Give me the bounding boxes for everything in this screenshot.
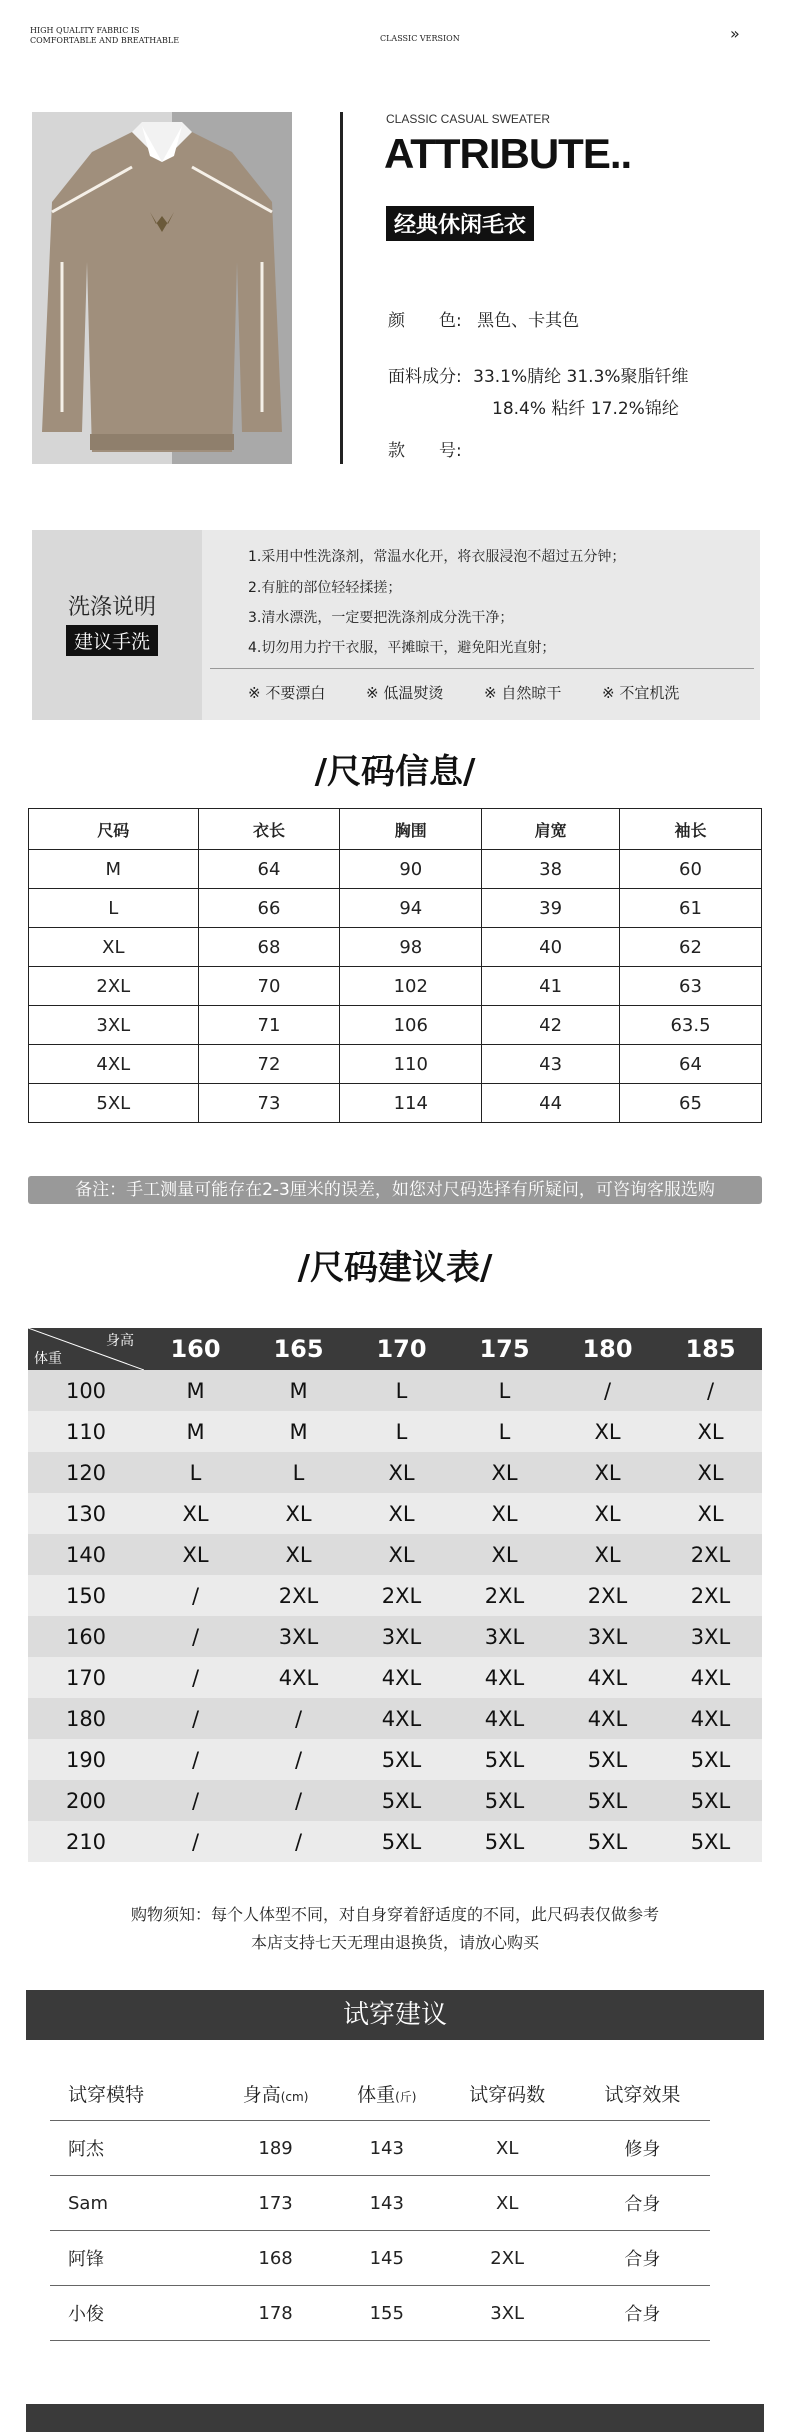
- table-cell: /: [144, 1780, 247, 1821]
- table-cell: 2XL: [29, 967, 199, 1006]
- table-cell: 2XL: [556, 1575, 659, 1616]
- table-cell: 94: [340, 889, 482, 928]
- table-cell: XL: [556, 1493, 659, 1534]
- size-rec-table: [28, 1328, 762, 1862]
- size-info-table: [28, 808, 762, 1123]
- divider-line: [340, 112, 343, 464]
- table-header-row: [29, 809, 762, 850]
- table-cell: XL: [440, 2176, 575, 2231]
- table-cell: 180: [28, 1698, 144, 1739]
- table-row: [28, 1493, 762, 1534]
- table-header-cell: 165: [247, 1328, 350, 1370]
- weight-unit: (斤): [395, 2089, 417, 2104]
- table-cell: XL: [556, 1534, 659, 1575]
- spec-fabric-line1: 33.1%腈纶 31.3%聚脂钎维: [473, 367, 689, 387]
- table-cell: XL: [247, 1493, 350, 1534]
- table-cell: L: [453, 1411, 556, 1452]
- table-cell: 5XL: [29, 1084, 199, 1123]
- table-cell: 200: [28, 1780, 144, 1821]
- height-label: 身高: [242, 2083, 281, 2106]
- table-cell: 90: [340, 850, 482, 889]
- table-cell: 3XL: [440, 2286, 575, 2341]
- table-header-cell: 袖长: [620, 809, 762, 850]
- table-cell: XL: [350, 1534, 453, 1575]
- table-cell: 2XL: [350, 1575, 453, 1616]
- table-row: [29, 1045, 762, 1084]
- table-cell: 60: [620, 850, 762, 889]
- spec-fabric-line2: 18.4% 粘纤 17.2%锦纶: [492, 399, 679, 419]
- table-cell: 4XL: [453, 1698, 556, 1739]
- table-cell: 4XL: [659, 1698, 762, 1739]
- table-cell: 2XL: [247, 1575, 350, 1616]
- table-cell: 62: [620, 928, 762, 967]
- spec-style-label: 款 号:: [388, 441, 462, 461]
- table-cell: 5XL: [659, 1821, 762, 1862]
- table-cell: 100: [28, 1370, 144, 1411]
- table-row: [28, 1616, 762, 1657]
- table-cell: XL: [659, 1411, 762, 1452]
- table-row: [29, 967, 762, 1006]
- table-cell: 63: [620, 967, 762, 1006]
- table-cell: 150: [28, 1575, 144, 1616]
- table-row: [29, 928, 762, 967]
- table-header-cell: 185: [659, 1328, 762, 1370]
- table-cell: 189: [217, 2121, 334, 2176]
- washing-tag: 建议手洗: [66, 625, 158, 656]
- table-cell: L: [144, 1452, 247, 1493]
- corner-height-label: 身高: [106, 1333, 134, 1349]
- table-cell: 110: [28, 1411, 144, 1452]
- table-cell: 43: [482, 1045, 620, 1084]
- table-header-cell: 160: [144, 1328, 247, 1370]
- table-cell: 42: [482, 1006, 620, 1045]
- table-cell: 合身: [575, 2286, 710, 2341]
- table-cell: 64: [198, 850, 340, 889]
- table-cell: 170: [28, 1657, 144, 1698]
- table-cell: 64: [620, 1045, 762, 1084]
- table-cell: XL: [350, 1493, 453, 1534]
- size-rec-title: /尺码建议表/: [297, 1248, 493, 1288]
- table-header-cell: 试穿码数: [440, 2066, 575, 2121]
- table-header-cell: 175: [453, 1328, 556, 1370]
- table-cell: 210: [28, 1821, 144, 1862]
- table-cell: 106: [340, 1006, 482, 1045]
- table-cell: 5XL: [659, 1780, 762, 1821]
- table-cell: /: [247, 1821, 350, 1862]
- table-header-cell: 试穿效果: [575, 2066, 710, 2121]
- table-cell: 4XL: [350, 1657, 453, 1698]
- table-cell: 120: [28, 1452, 144, 1493]
- table-cell: /: [144, 1739, 247, 1780]
- table-cell: 3XL: [556, 1616, 659, 1657]
- table-cell: 143: [334, 2121, 440, 2176]
- try-on-title: 试穿建议: [26, 1990, 764, 2040]
- table-cell: /: [247, 1698, 350, 1739]
- height-unit: (cm): [280, 2089, 309, 2104]
- table-row: [29, 1084, 762, 1123]
- washing-tip: ※ 不要漂白: [248, 684, 326, 702]
- washing-line: 1.采用中性洗涤剂，常温水化开，将衣服浸泡不超过五分钟；: [248, 549, 626, 565]
- washing-line: 3.清水漂洗，一定要把洗涤剂成分洗干净；: [248, 610, 514, 626]
- table-cell: M: [247, 1411, 350, 1452]
- table-cell: 4XL: [556, 1698, 659, 1739]
- table-cell: 4XL: [659, 1657, 762, 1698]
- size-note: 备注：手工测量可能存在2-3厘米的误差，如您对尺码选择有所疑问，可咨询客服选购: [28, 1176, 762, 1204]
- table-header-cell: 170: [350, 1328, 453, 1370]
- table-cell: 2XL: [453, 1575, 556, 1616]
- table-cell: 63.5: [620, 1006, 762, 1045]
- table-row: [29, 850, 762, 889]
- washing-separator: [210, 668, 754, 669]
- table-cell: 173: [217, 2176, 334, 2231]
- table-cell: 3XL: [659, 1616, 762, 1657]
- table-cell: 114: [340, 1084, 482, 1123]
- table-cell: 68: [198, 928, 340, 967]
- table-cell: 4XL: [350, 1698, 453, 1739]
- washing-line: 4.切勿用力拧干衣服，平摊晾干，避免阳光直射；: [248, 640, 556, 656]
- corner-cell: [28, 1328, 144, 1370]
- table-cell: 65: [620, 1084, 762, 1123]
- table-cell: XL: [144, 1493, 247, 1534]
- double-chevron-right-icon[interactable]: »: [730, 24, 740, 43]
- table-cell: 41: [482, 967, 620, 1006]
- return-policy-note: 本店支持七天无理由退换货，请放心购买: [250, 1933, 539, 1952]
- header-version: CLASSIC VERSION: [380, 34, 460, 43]
- table-cell: XL: [556, 1452, 659, 1493]
- table-row: [28, 1575, 762, 1616]
- table-cell: L: [350, 1370, 453, 1411]
- table-row: [28, 1534, 762, 1575]
- product-photo: [32, 112, 292, 464]
- table-cell: XL: [453, 1493, 556, 1534]
- table-row: [28, 1370, 762, 1411]
- table-cell: Sam: [50, 2176, 217, 2231]
- table-cell: 5XL: [350, 1821, 453, 1862]
- product-subtitle: CLASSIC CASUAL SWEATER: [386, 112, 551, 126]
- table-cell: M: [144, 1411, 247, 1452]
- table-cell: 5XL: [350, 1739, 453, 1780]
- table-cell: 小俊: [50, 2286, 217, 2341]
- table-cell: 合身: [575, 2176, 710, 2231]
- table-cell: 5XL: [453, 1739, 556, 1780]
- size-info-title: /尺码信息/: [314, 752, 476, 792]
- table-cell: 70: [198, 967, 340, 1006]
- table-cell: XL: [350, 1452, 453, 1493]
- washing-line: 2.有脏的部位轻轻揉搓；: [248, 580, 402, 596]
- table-cell: XL: [453, 1534, 556, 1575]
- table-row: [50, 2286, 710, 2341]
- corner-weight-label: 体重: [34, 1351, 62, 1367]
- table-cell: 修身: [575, 2121, 710, 2176]
- table-cell: 71: [198, 1006, 340, 1045]
- table-cell: L: [453, 1370, 556, 1411]
- table-cell: M: [144, 1370, 247, 1411]
- header-tagline-line2: COMFORTABLE AND BREATHABLE: [30, 36, 180, 45]
- table-cell: XL: [29, 928, 199, 967]
- table-row: [50, 2231, 710, 2286]
- table-cell: /: [247, 1780, 350, 1821]
- table-cell: /: [247, 1739, 350, 1780]
- table-row: [29, 1006, 762, 1045]
- try-on-table: [50, 2066, 710, 2341]
- table-cell: 44: [482, 1084, 620, 1123]
- table-cell: 2XL: [659, 1534, 762, 1575]
- table-cell: 阿杰: [50, 2121, 217, 2176]
- table-cell: 140: [28, 1534, 144, 1575]
- table-cell: 98: [340, 928, 482, 967]
- table-cell: 2XL: [440, 2231, 575, 2286]
- washing-title: 洗涤说明: [68, 595, 157, 620]
- table-header-row: [50, 2066, 710, 2121]
- sweater-illustration: [32, 112, 292, 464]
- table-header-cell: [334, 2066, 440, 2121]
- spec-fabric-label: 面料成分:: [388, 367, 462, 387]
- spec-color-label: 颜 色:: [388, 311, 462, 331]
- table-cell: 3XL: [350, 1616, 453, 1657]
- table-cell: 160: [28, 1616, 144, 1657]
- table-cell: L: [350, 1411, 453, 1452]
- table-cell: 72: [198, 1045, 340, 1084]
- table-cell: 阿锋: [50, 2231, 217, 2286]
- table-row: [50, 2121, 710, 2176]
- table-cell: 2XL: [659, 1575, 762, 1616]
- product-cn-title: 经典休闲毛衣: [386, 206, 534, 241]
- table-cell: 145: [334, 2231, 440, 2286]
- table-cell: XL: [659, 1452, 762, 1493]
- shopping-note: 购物须知：每个人体型不同，对自身穿着舒适度的不同，此尺码表仅做参考: [130, 1905, 659, 1924]
- table-row: [50, 2176, 710, 2231]
- table-header-cell: 胸围: [340, 809, 482, 850]
- table-cell: XL: [440, 2121, 575, 2176]
- table-cell: XL: [247, 1534, 350, 1575]
- table-cell: 3XL: [247, 1616, 350, 1657]
- table-cell: 4XL: [247, 1657, 350, 1698]
- spec-fabric: [388, 362, 689, 387]
- table-cell: 38: [482, 850, 620, 889]
- header-tagline-line1: HIGH QUALITY FABRIC IS: [30, 26, 140, 35]
- table-cell: 73: [198, 1084, 340, 1123]
- spec-color: [388, 306, 579, 331]
- table-cell: /: [144, 1575, 247, 1616]
- table-cell: 合身: [575, 2231, 710, 2286]
- table-row: [28, 1698, 762, 1739]
- table-cell: 178: [217, 2286, 334, 2341]
- table-cell: 110: [340, 1045, 482, 1084]
- table-cell: 155: [334, 2286, 440, 2341]
- table-row: [28, 1411, 762, 1452]
- spec-color-value: 黑色、卡其色: [477, 311, 580, 331]
- table-cell: XL: [556, 1411, 659, 1452]
- header-tagline: [30, 26, 179, 46]
- table-cell: XL: [659, 1493, 762, 1534]
- table-cell: 4XL: [556, 1657, 659, 1698]
- table-header-cell: 尺码: [29, 809, 199, 850]
- weight-label: 体重: [357, 2083, 396, 2106]
- table-cell: 190: [28, 1739, 144, 1780]
- table-cell: M: [29, 850, 199, 889]
- table-row: [29, 889, 762, 928]
- table-cell: /: [144, 1821, 247, 1862]
- table-cell: 5XL: [453, 1821, 556, 1862]
- table-cell: 66: [198, 889, 340, 928]
- table-cell: 143: [334, 2176, 440, 2231]
- table-cell: 5XL: [556, 1780, 659, 1821]
- table-cell: 130: [28, 1493, 144, 1534]
- table-cell: 4XL: [29, 1045, 199, 1084]
- table-cell: 39: [482, 889, 620, 928]
- table-cell: 5XL: [659, 1739, 762, 1780]
- table-cell: M: [247, 1370, 350, 1411]
- product-title: ATTRIBUTE..: [384, 130, 632, 177]
- table-cell: 4XL: [453, 1657, 556, 1698]
- table-header-cell: 衣长: [198, 809, 340, 850]
- table-cell: 5XL: [350, 1780, 453, 1821]
- table-cell: 3XL: [453, 1616, 556, 1657]
- table-cell: XL: [453, 1452, 556, 1493]
- table-cell: /: [556, 1370, 659, 1411]
- table-row: [28, 1452, 762, 1493]
- table-header-cell: 试穿模特: [50, 2066, 217, 2121]
- table-cell: /: [144, 1698, 247, 1739]
- table-cell: 102: [340, 967, 482, 1006]
- table-cell: L: [247, 1452, 350, 1493]
- table-cell: XL: [144, 1534, 247, 1575]
- washing-tip: ※ 不宜机洗: [602, 684, 680, 702]
- bottom-bar: [26, 2404, 764, 2432]
- table-header-cell: 肩宽: [482, 809, 620, 850]
- table-cell: 168: [217, 2231, 334, 2286]
- table-cell: 5XL: [556, 1821, 659, 1862]
- washing-tip: ※ 低温熨烫: [366, 684, 444, 702]
- table-cell: L: [29, 889, 199, 928]
- table-cell: 5XL: [556, 1739, 659, 1780]
- table-row: [28, 1657, 762, 1698]
- washing-tip: ※ 自然晾干: [484, 684, 562, 702]
- table-header-cell: 180: [556, 1328, 659, 1370]
- table-header-row: [28, 1328, 762, 1370]
- table-cell: /: [144, 1616, 247, 1657]
- table-row: [28, 1821, 762, 1862]
- table-cell: 61: [620, 889, 762, 928]
- table-header-cell: [217, 2066, 334, 2121]
- table-cell: 3XL: [29, 1006, 199, 1045]
- table-cell: 40: [482, 928, 620, 967]
- table-row: [28, 1780, 762, 1821]
- table-cell: /: [144, 1657, 247, 1698]
- table-row: [28, 1739, 762, 1780]
- table-cell: 5XL: [453, 1780, 556, 1821]
- table-cell: /: [659, 1370, 762, 1411]
